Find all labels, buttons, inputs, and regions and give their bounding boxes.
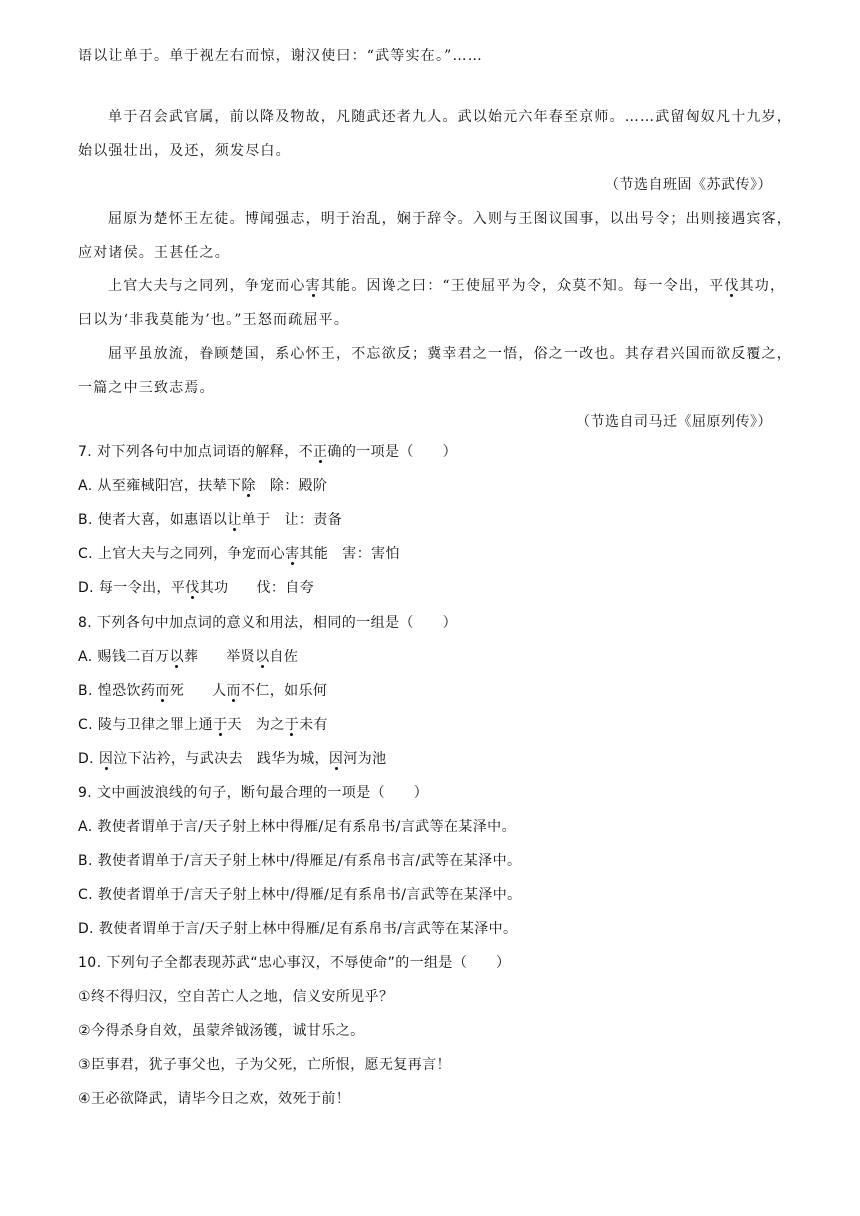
text-segment: C. 上官大夫与之同列，争宠而心 bbox=[78, 546, 286, 562]
question-10-item-2: ②今得杀身自效，虽蒙斧钺汤镬，诚甘乐之。 bbox=[78, 1023, 365, 1039]
source-qu-yuan: （节选自司马迁《屈原列传》） bbox=[576, 414, 772, 430]
text-segment: 其功， bbox=[739, 278, 786, 294]
text-segment: A. 从至雍棫阳宫，扶辇下 bbox=[78, 478, 242, 494]
dotted-word: 而 bbox=[226, 683, 241, 699]
question-9-option-c: C. 教使者谓单于/言天子射上林中/得雁/足有系帛书/言武等在某泽中。 bbox=[78, 887, 522, 903]
text-segment: 单于 bbox=[241, 512, 271, 528]
passage-su-wu-line-2: 单于召会武官属，前以降及物故，凡随武还者九人。武以始元六年春至京师。……武留匈奴凡十九岁， bbox=[108, 109, 792, 125]
text-segment: 的一项是（ ） bbox=[341, 444, 458, 460]
text-segment: 上官大夫与之同列，争宠而心 bbox=[108, 278, 306, 294]
gloss: 害：害怕 bbox=[342, 546, 400, 562]
text-segment: 天 bbox=[227, 717, 242, 733]
text-segment: 其能。因谗之曰：“王使屈平为令，众莫不知。每一令出，平 bbox=[320, 278, 725, 294]
text-segment: 其能 bbox=[299, 546, 329, 562]
dotted-word: 伐 bbox=[185, 580, 200, 596]
text-segment: 举贤 bbox=[226, 649, 256, 665]
text-segment: 葬 bbox=[183, 649, 199, 665]
question-8-option-a bbox=[78, 647, 782, 667]
text-segment: B. 惶恐饮药 bbox=[78, 683, 156, 699]
dotted-word: 让 bbox=[227, 512, 242, 528]
text-segment: 河为池 bbox=[343, 751, 387, 767]
question-10-item-4: ④王必欲降武，请毕今日之欢，效死于前！ bbox=[78, 1091, 351, 1107]
question-9-stem: 9. 文中画波浪线的句子，断句最合理的一项是（ ） bbox=[78, 785, 429, 801]
dotted-word: 因 bbox=[98, 751, 114, 767]
question-7-stem bbox=[78, 442, 782, 462]
passage-su-wu-line-1: 语以让单于。单于视左右而惊，谢汉使曰：“武等实在。”…… bbox=[78, 48, 483, 64]
text-segment: 自佐 bbox=[269, 649, 299, 665]
dotted-word: 以 bbox=[255, 649, 270, 665]
text-segment: 人 bbox=[212, 683, 227, 699]
dotted-word: 于 bbox=[213, 717, 228, 733]
question-7-option-d bbox=[78, 578, 782, 598]
dotted-word: 于 bbox=[284, 717, 300, 733]
question-7-option-b bbox=[78, 510, 782, 530]
question-7-option-c bbox=[78, 544, 782, 564]
text-segment: 不仁，如乐何 bbox=[240, 683, 328, 699]
source-su-wu: （节选自班固《苏武传》） bbox=[605, 177, 772, 193]
text-segment: B. 使者大喜，如惠语以 bbox=[78, 512, 228, 528]
dotted-word: 以 bbox=[169, 649, 184, 665]
passage-qu-yuan-p1-line-2: 应对诸侯。王甚任之。 bbox=[78, 245, 230, 261]
gloss: 伐：自夸 bbox=[256, 580, 315, 596]
question-8-option-d bbox=[78, 749, 782, 769]
text-segment: C. 陵与卫律之罪上通 bbox=[78, 717, 214, 733]
passage-qu-yuan-p2-line-2: 曰以为‘非我莫能为’也。”王怒而疏屈平。 bbox=[78, 312, 350, 328]
dotted-word: 因 bbox=[328, 751, 344, 767]
passage-qu-yuan-p3-line-1: 屈平虽放流，眷顾楚国，系心怀王，不忘欲反；冀幸君之一悟，俗之一改也。其存君兴国而欲反覆之， bbox=[108, 346, 792, 362]
question-7-option-a bbox=[78, 476, 782, 496]
question-10-stem: 10. 下列句子全都表现苏武“忠心事汉，不辱使命”的一组是（ ） bbox=[78, 955, 511, 971]
text-segment: 未有 bbox=[299, 717, 328, 733]
dotted-word: 害 bbox=[305, 278, 321, 294]
dotted-word: 害 bbox=[285, 546, 300, 562]
gloss: 让：责备 bbox=[284, 512, 343, 528]
question-10-item-3: ③臣事君，犹子事父也，子为父死，亡所恨，愿无复再言！ bbox=[78, 1057, 451, 1073]
passage-su-wu-line-3: 始以强壮出，及还，须发尽白。 bbox=[78, 143, 291, 159]
text-segment: 其功 bbox=[199, 580, 229, 596]
dotted-word: 除 bbox=[241, 478, 256, 494]
passage-qu-yuan-p1-line-1: 屈原为楚怀王左徒。博闻强志，明于治乱，娴于辞令。入则与王图议国事，以出号令；出则接遇宾客， bbox=[108, 211, 792, 227]
question-8-stem: 8. 下列各句中加点词的意义和用法，相同的一组是（ ） bbox=[78, 615, 458, 631]
text-segment: D. 每一令出，平 bbox=[78, 580, 186, 596]
question-8-option-c bbox=[78, 715, 782, 735]
text-segment: 泣下沾衿，与武决去 bbox=[113, 751, 243, 767]
text-segment: 7. 对下列各句中加点词语的解释， bbox=[78, 444, 299, 460]
dotted-word: 伐 bbox=[724, 278, 740, 294]
passage-qu-yuan-p2-line-1 bbox=[108, 276, 786, 296]
text-segment: 死 bbox=[169, 683, 185, 699]
dotted-word: 而 bbox=[155, 683, 170, 699]
text-segment: 践华为城， bbox=[256, 751, 329, 767]
gloss: 除：殿阶 bbox=[269, 478, 328, 494]
dotted-word: 不正确 bbox=[298, 444, 342, 460]
text-segment: A. 赐钱二百万 bbox=[78, 649, 170, 665]
question-9-option-a: A. 教使者谓单于言/天子射上林中得雁/足有系帛书/言武等在某泽中。 bbox=[78, 819, 516, 835]
question-10-item-1: ①终不得归汉，空自苦亡人之地，信义安所见乎？ bbox=[78, 989, 394, 1005]
question-9-option-d: D. 教使者谓单于言/天子射上林中得雁/足有系帛书/言武等在某泽中。 bbox=[78, 921, 518, 937]
question-9-option-b: B. 教使者谓单于/言天子射上林中/得雁足/有系帛书言/武等在某泽中。 bbox=[78, 853, 522, 869]
question-8-option-b bbox=[78, 681, 782, 701]
text-segment: D. bbox=[78, 751, 99, 767]
text-segment: 为之 bbox=[255, 717, 285, 733]
passage-qu-yuan-p3-line-2: 一篇之中三致志焉。 bbox=[78, 380, 215, 396]
